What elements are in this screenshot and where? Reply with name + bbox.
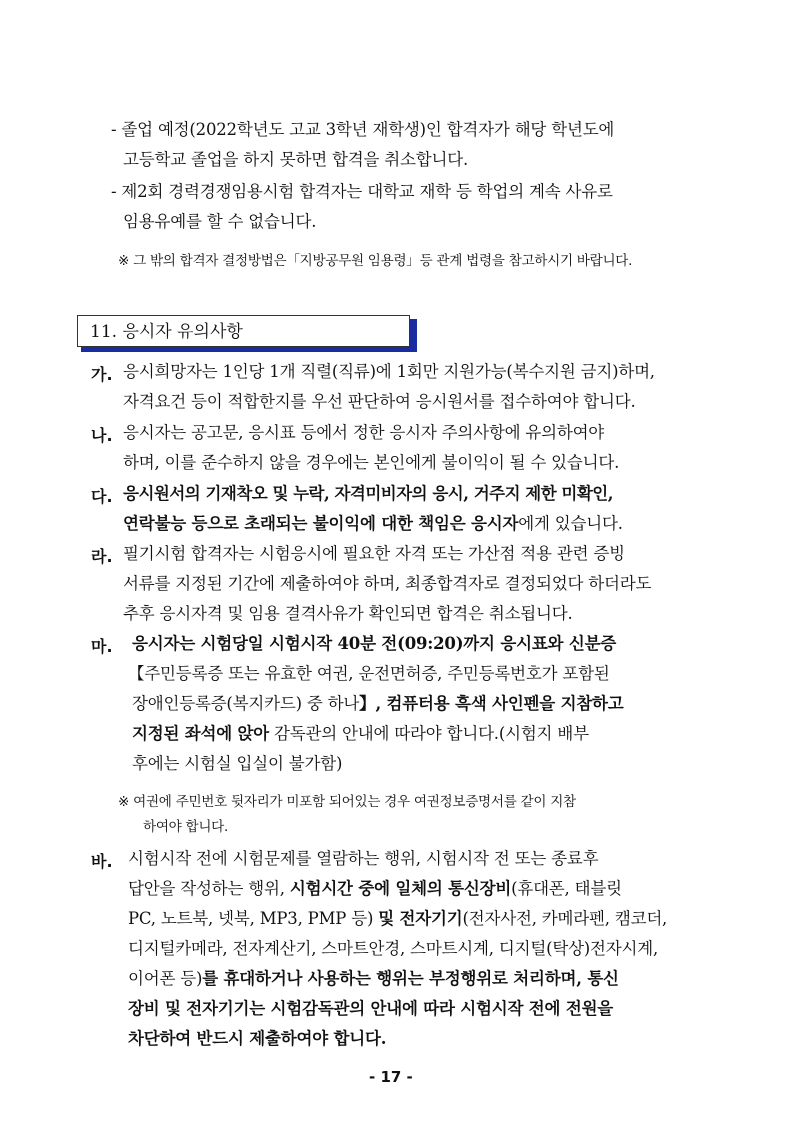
item-ma-line4-bold: 지정된 좌석에 앉아 [132,724,270,743]
item-ma-note-line1: ※ 여권에 주민번호 뒷자리가 미포함 되어있는 경우 여권정보증명서를 같이 지참 [118,794,576,810]
item-na-line1: 응시자는 공고문, 응시표 등에서 정한 응시자 주의사항에 유의하여야 [123,423,605,442]
item-ba-line3-a: PC, 노트북, 넷북, MP3, PMP 등) [128,909,379,928]
item-ga-marker: 가. [91,365,113,384]
item-ma-line4 [132,724,589,744]
item-da-line2-rest: 에게 있습니다. [518,514,623,533]
bullet-graduation: - 졸업 예정(2022학년도 고교 3학년 재학생)인 합격자가 해당 학년도에 [111,120,615,139]
page-number: - 17 - [369,1068,413,1086]
item-ma-line1: 응시자는 시험당일 시험시작 40분 전(09:20)까지 응시표와 신분증 [132,634,617,653]
item-ma-line2: 【주민등록증 또는 유효한 여권, 운전면허증, 주민등록번호가 포함된 [128,664,610,683]
item-da-line2-bold: 연락불능 등으로 초래되는 불이익에 대한 책임은 응시자 [123,514,519,533]
item-ba-line3 [128,909,667,929]
item-da-line1: 응시원서의 기재착오 및 누락, 자격미비자의 응시, 거주지 제한 미확인, [123,484,613,503]
item-ba-line3-c: (전자사전, 카메라펜, 캠코더, [462,909,668,928]
item-ba-line2-b: 시험시간 중에 일체의 통신장비 [289,879,512,898]
bullet-career-exam: - 제2회 경력경쟁임용시험 합격자는 대학교 재학 등 학업의 계속 사유로 [111,182,613,201]
item-ra-marker: 라. [91,547,113,566]
section-title: 11. 응시자 유의사항 [90,322,243,342]
item-na-line2: 하며, 이를 준수하지 않을 경우에는 본인에게 불이익이 될 수 있습니다. [123,453,620,472]
item-ma-line3-b: 】, 컴퓨터용 흑색 사인펜을 지참하고 [359,694,624,713]
item-ga-line1: 응시희망자는 1인당 1개 직렬(직류)에 1회만 지원가능(복수지원 금지)하며, [123,362,655,381]
item-na-marker: 나. [91,426,113,445]
bullet-graduation-cont: 고등학교 졸업을 하지 못하면 합격을 취소합니다. [123,150,469,169]
item-ba-line7: 차단하여 반드시 제출하여야 합니다. [128,1029,387,1048]
item-ra-line3: 추후 응시자격 및 임용 결격사유가 확인되면 합격은 취소됩니다. [123,604,573,623]
item-ba-line2-a: 답안을 작성하는 행위, [128,879,290,898]
item-ma-line3 [132,694,624,714]
item-da-line2 [123,514,623,534]
item-ba-line5 [128,969,619,989]
item-ba-line5-b: 를 휴대하거나 사용하는 행위는 부정행위로 처리하며, 통신 [202,969,619,988]
item-ba-marker: 바. [91,852,113,871]
item-ra-line2: 서류를 지정된 기간에 제출하여야 하며, 최종합격자로 결정되었다 하더라도 [123,574,652,593]
item-ma-marker: 마. [91,637,113,656]
item-ma-line5: 후에는 시험실 입실이 불가함) [132,754,343,773]
item-ba-line1: 시험시작 전에 시험문제를 열람하는 행위, 시험시작 전 또는 종료후 [128,849,599,868]
item-ma-note-line2: 하여야 합니다. [143,819,229,835]
item-ba-line2-c: (휴대폰, 태블릿 [511,879,622,898]
item-ma-line3-a: 장애인등록증(복지카드) 중 하나 [132,694,360,713]
item-ra-line1: 필기시험 합격자는 시험응시에 필요한 자격 또는 가산점 적용 관련 증빙 [123,544,625,563]
item-ga-line2: 자격요건 등이 적합한지를 우선 판단하여 응시원서를 접수하여야 합니다. [123,392,636,411]
note-decision-method: ※ 그 밖의 합격자 결정방법은「지방공무원 임용령」등 관계 법령을 참고하시기 바랍니다. [118,253,633,269]
section-title-box [77,315,410,347]
item-ba-line6: 장비 및 전자기기는 시험감독관의 안내에 따라 시험시작 전에 전원을 [128,999,614,1018]
item-ma-line4-rest: 감독관의 안내에 따라야 합니다.(시험지 배부 [269,724,589,743]
item-ba-line5-a: 이어폰 등) [128,969,203,988]
bullet-career-exam-cont: 임용유예를 할 수 없습니다. [123,212,317,231]
item-ba-line2 [128,879,622,899]
item-da-marker: 다. [91,487,113,506]
item-ba-line4: 디지털카메라, 전자계산기, 스마트안경, 스마트시계, 디지털(탁상)전자시계, [128,939,659,958]
item-ba-line3-b: 및 전자기기 [378,909,463,928]
